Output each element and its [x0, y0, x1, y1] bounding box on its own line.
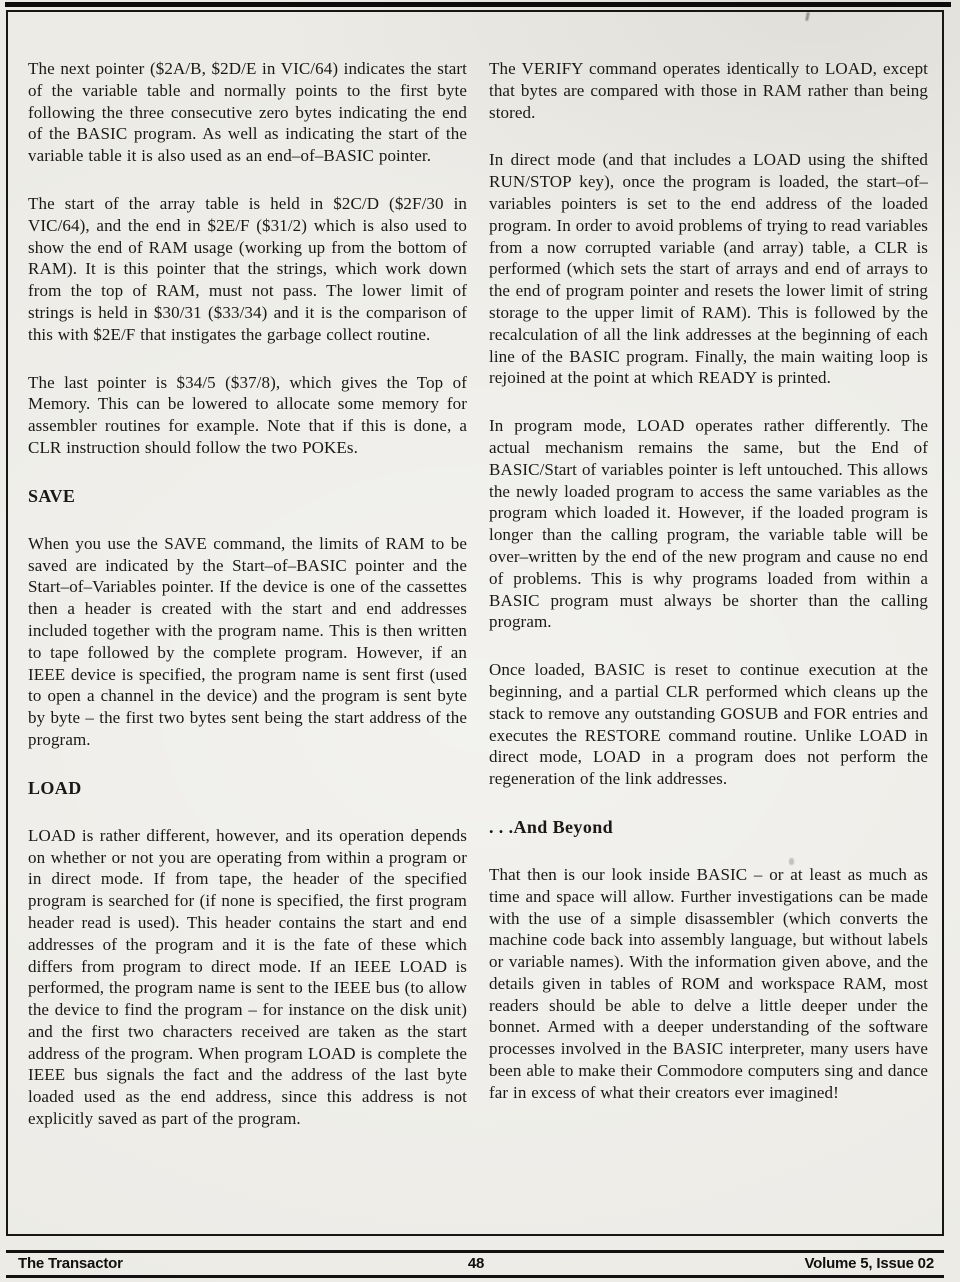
footer-bar [6, 1250, 944, 1278]
column-left [28, 58, 467, 1156]
body-paragraph: In direct mode (and that includes a LOAD using the shifted RUN/STOP key), once the program is loaded, the start–of–variables pointers is set to the end address of the loaded program. In order to avoid problems of trying to read variables from a now corrupted variable (and array) table, a CLR is performed (which sets the start of arrays and end of arrays to the end of program pointer and resets the lower limit of string storage to the upper limit of RAM). This is followed by the recalculation of all the link addresses at the beginning of each line of the BASIC program. Finally, the main waiting loop is rejoined at the point at which READY is printed. [489, 150, 928, 388]
body-paragraph: The next pointer ($2A/B, $2D/E in VIC/64) indicates the start of the variable table and normally points to the first byte following the three consecutive zero bytes indicating the end of the BASIC program. As well as indicating the start of the variable table it is also used as an end–of–BASIC pointer. [28, 59, 467, 166]
footer-issue-label: Volume 5, Issue 02 [804, 1255, 934, 1272]
article-content-box [6, 10, 944, 1236]
body-paragraph: The start of the array table is held in $2C/D ($2F/30 in VIC/64), and the end in $2E/F ($31/2) which is also used to show the end of RAM usage (working up from the bottom of RAM). It is this pointer that the strings, which work down from the top of RAM, must not pass. The lower limit of strings is held in $30/31 ($33/34) and it is the comparison of this with $2E/F that instigates the garbage collect routine. [28, 193, 467, 344]
body-paragraph: Once loaded, BASIC is reset to continue execution at the beginning, and a partial CLR performed which cleans up the stack to remove any outstanding GOSUB and FOR entries and executes the RESTORE command routine. Unlike LOAD in direct mode, LOAD in a program does not perform the regeneration of the link addresses. [489, 660, 928, 789]
two-column-layout [28, 58, 928, 1156]
scan-artifact [789, 858, 794, 865]
body-paragraph: That then is our look inside BASIC – or at least as much as time and space will allow. Further investigations can be made with the use of a simple disassembler (which converts the machine code back into assembly language, but without labels or variable names). With the information given above, and the details given in tables of ROM and workspace RAM, most readers should be able to delve a little deeper under the bonnet. Armed with a deeper understanding of the software processes involved in the BASIC interpreter, many users have been able to make their Commodore computers sing and dance far in excess of what their creators ever imagined! [489, 864, 928, 1102]
body-paragraph: LOAD is rather different, however, and its operation depends on whether or not you are operating from within a program or in direct mode. If from tape, the header of the specified program is searched for (if none is specified, the first program header read is used). This header contains the start and end addresses of the program and it is the fate of these which differs from program to direct mode. If an IEEE LOAD is performed, the program name is sent to the IEEE bus (to allow the device to find the program – for instance on the disk unit) and the first two characters received are taken as the start address of the program. When program LOAD is complete the IEEE bus signals the fact and the address of the last byte loaded used as the end address, since this address is not explicitly saved as part of the program. [28, 825, 467, 1129]
body-paragraph: In program mode, LOAD operates rather differently. The actual mechanism remains the same, but the End of BASIC/Start of variables pointer is left untouched. This allows the newly loaded program to access the same variables as the program which loaded it. However, if the loaded program is longer than the calling program, the variable table will be over–written by the end of the new program and cause no end of problems. This is why programs loaded from within a BASIC program must always be shorter than the calling program. [489, 416, 928, 632]
body-paragraph: When you use the SAVE command, the limits of RAM to be saved are indicated by the Start–of–BASIC pointer and the Start–of–Variables pointer. If the device is one of the cassettes then a header is created with the start and end addresses included together with the program name. This is then written to tape followed by the complete program. However, if an IEEE device is specified, the program name is sent first (used to open a channel in the device) and the program is sent byte by byte – the first two bytes sent being the start address of the program. [28, 533, 467, 749]
section-heading: . . .And Beyond [489, 816, 614, 837]
section-heading: SAVE [28, 485, 76, 506]
column-right [489, 58, 928, 1130]
top-rule [5, 2, 951, 7]
body-paragraph: The VERIFY command operates identically to LOAD, except that bytes are compared with those in RAM rather than being stored. [489, 59, 928, 122]
footer-page-number: 48 [467, 1255, 485, 1272]
body-paragraph: The last pointer is $34/5 ($37/8), which gives the Top of Memory. This can be lowered to allocate some memory for assembler routines for example. Note that if this is done, a CLR instruction should follow the two POKEs. [28, 372, 467, 457]
footer-magazine-title: The Transactor [18, 1255, 123, 1272]
section-heading: LOAD [28, 777, 82, 798]
